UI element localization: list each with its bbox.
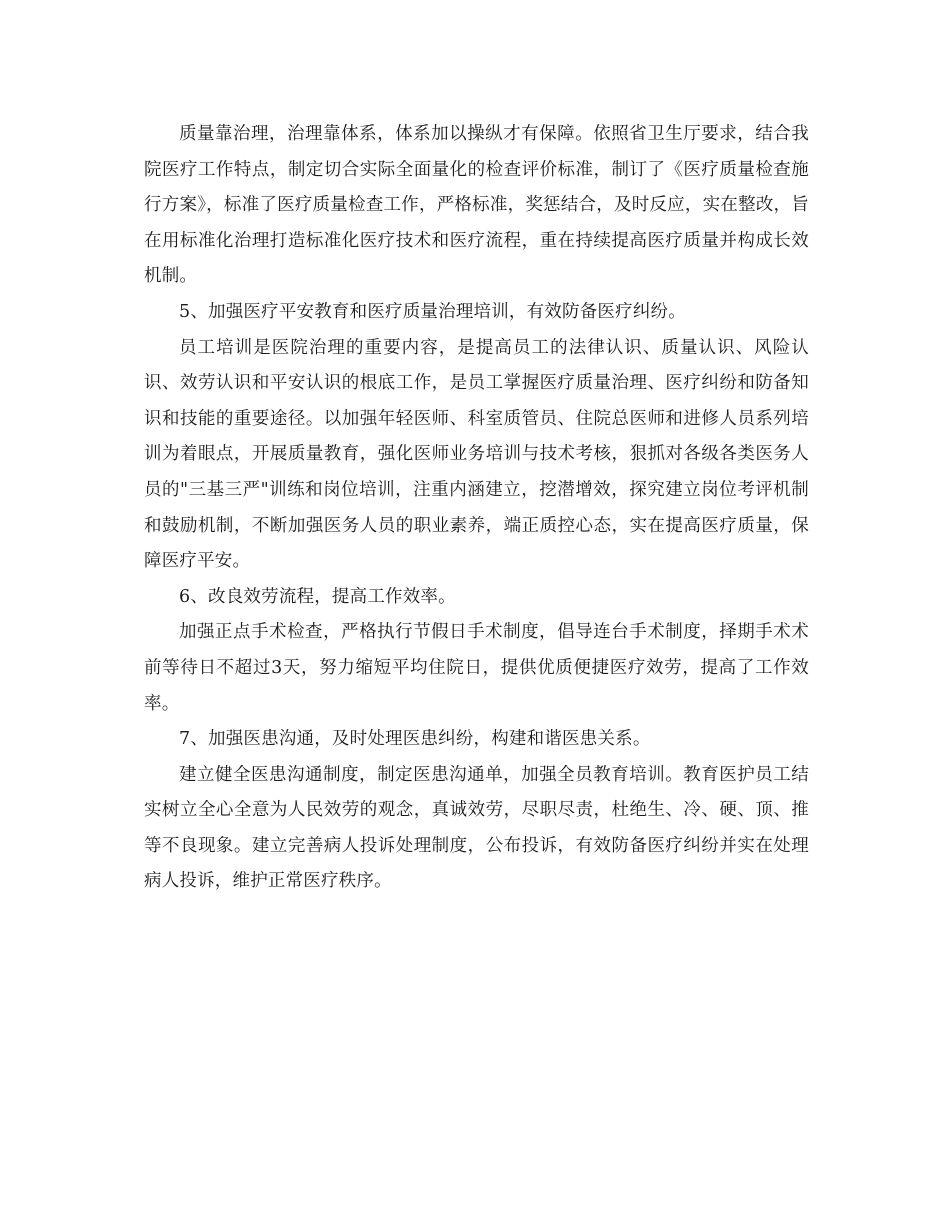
paragraph-surgery-efficiency: 加强正点手术检查，严格执行节假日手术制度，倡导连台手术制度，择期手术术前等待日不超过3天，努力缩短平均住院日，提供优质便捷医疗效劳，提高了工作效率。 xyxy=(144,622,809,714)
section-heading-7: 7、加强医患沟通，及时处理医患纠纷，构建和谐医患关系。 xyxy=(179,729,651,750)
paragraph-staff-training: 员工培训是医院治理的重要内容，是提高员工的法律认识、质量认识、风险认识、效劳认识和平安认识的根底工作，是员工掌握医疗质量治理、医疗纠纷和防备知识和技能的重要途径。以加强年轻医师、科室质管员、住院总医师和进修人员系列培训为着眼点，开展质量教育，强化医师业务培训与技术考核，狠抓对各级各类医务人员的"三基三严"训练和岗位培训，注重内涵建立，挖潜增效，探究建立岗位考评机制和鼓励机制，不断加强医务人员的职业素养，端正质控心态，实在提高医疗质量，保障医疗平安。 xyxy=(144,337,809,572)
paragraph-quality-management: 质量靠治理，治理靠体系，体系加以操纵才有保障。依照省卫生厅要求，结合我院医疗工作特点，制定切合实际全面量化的检查评价标准，制订了《医疗质量检查施行方案》，标准了医疗质量检查工作，严格标准，奖惩结合，及时反应，实在整改，旨在用标准化治理打造标准化医疗技术和医疗流程，重在持续提高医疗质量并构成长效机制。 xyxy=(144,124,809,287)
section-heading-5: 5、加强医疗平安教育和医疗质量治理培训，有效防备医疗纠纷。 xyxy=(179,301,686,322)
document-body xyxy=(144,117,809,900)
paragraph-doctor-patient-communication: 建立健全医患沟通制度，制定医患沟通单，加强全员教育培训。教育医护员工结实树立全心全意为人民效劳的观念，真诚效劳，尽职尽责，杜绝生、冷、硬、顶、推等不良现象。建立完善病人投诉处理制度，公布投诉，有效防备医疗纠纷并实在处理病人投诉，维护正常医疗秩序。 xyxy=(144,764,809,892)
section-heading-6: 6、改良效劳流程，提高工作效率。 xyxy=(179,586,456,607)
